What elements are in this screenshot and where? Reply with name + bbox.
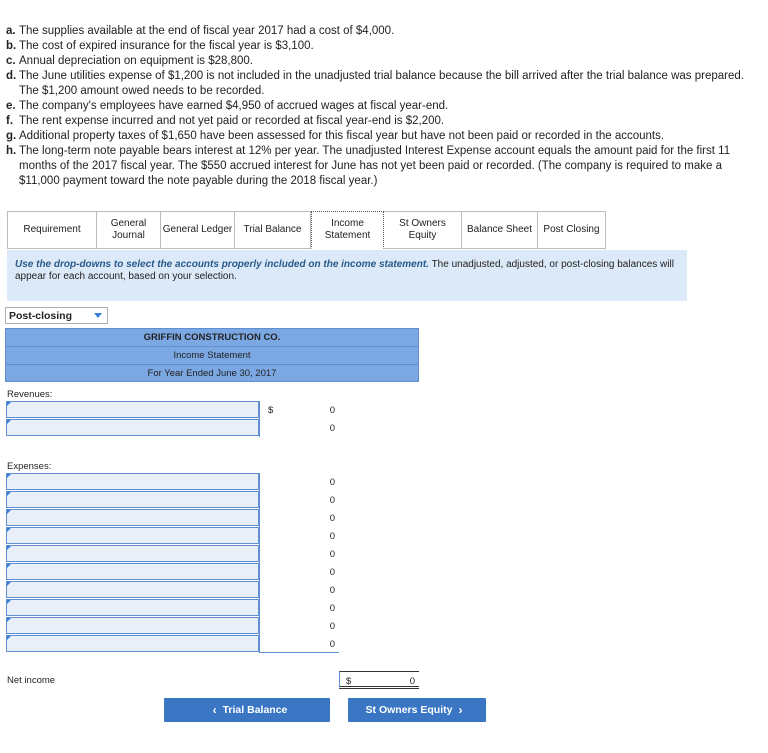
amount-cell [259, 401, 339, 419]
account-select[interactable] [6, 509, 259, 526]
tab-requirement[interactable]: Requirement [7, 211, 97, 249]
amount-value: 0 [329, 585, 335, 596]
tab-post-closing[interactable]: Post Closing [538, 211, 606, 249]
amount-value: 0 [329, 513, 335, 524]
account-select[interactable] [6, 401, 259, 418]
problem-item [6, 54, 762, 69]
account-select[interactable] [6, 563, 259, 580]
amount-value: 0 [329, 621, 335, 632]
currency-symbol: $ [268, 405, 274, 416]
tab-income-statement[interactable]: Income Statement [311, 211, 384, 249]
item-letter: d. [6, 70, 17, 82]
account-row [5, 635, 419, 653]
statement-title: Income Statement [5, 346, 419, 364]
amount-cell [259, 473, 339, 491]
item-text: The cost of expired insurance for the fiscal year is $3,100. [19, 40, 314, 52]
account-row [5, 473, 419, 491]
balance-type-value: Post-closing [9, 309, 73, 322]
next-tab-label: St Owners Equity [365, 704, 453, 716]
account-select[interactable] [6, 473, 259, 490]
revenues-label: Revenues: [7, 389, 53, 400]
item-letter: g. [6, 130, 17, 142]
account-row [5, 581, 419, 599]
expenses-label: Expenses: [7, 461, 52, 472]
amount-value: 0 [329, 567, 335, 578]
account-select[interactable] [6, 581, 259, 598]
problem-item [6, 99, 762, 114]
account-row [5, 401, 419, 419]
prev-tab-button[interactable] [164, 698, 330, 722]
net-income-row [5, 671, 419, 689]
tab-balance-sheet[interactable]: Balance Sheet [462, 211, 538, 249]
account-select[interactable] [6, 545, 259, 562]
item-text: The supplies available at the end of fiscal year 2017 had a cost of $4,000. [19, 25, 395, 37]
tab-bar [7, 211, 606, 249]
account-row [5, 563, 419, 581]
account-select[interactable] [6, 617, 259, 634]
caret-down-icon [94, 313, 102, 318]
item-letter: h. [6, 145, 17, 157]
amount-cell [259, 509, 339, 527]
account-select[interactable] [6, 491, 259, 508]
instruction-box [7, 250, 687, 301]
item-text: The June utilities expense of $1,200 is not included in the unadjusted trial balance because the bill arrived after the trial balance was prepared. The $1,200 amount owed needs to be recorded. [19, 70, 744, 97]
prev-tab-label: Trial Balance [222, 704, 288, 716]
account-row [5, 491, 419, 509]
account-select[interactable] [6, 527, 259, 544]
item-letter: b. [6, 40, 17, 52]
income-statement [5, 328, 419, 687]
net-income-value: 0 [409, 676, 415, 687]
statement-period: For Year Ended June 30, 2017 [5, 364, 419, 382]
amount-value: 0 [329, 639, 335, 650]
account-row [5, 545, 419, 563]
amount-cell [259, 545, 339, 563]
amount-cell [259, 491, 339, 509]
problem-item [6, 39, 762, 54]
problem-item [6, 24, 762, 39]
amount-value: 0 [329, 477, 335, 488]
item-text: Additional property taxes of $1,650 have been assessed for this fiscal year but have not been paid or recorded in the accounts. [19, 130, 665, 142]
amount-value: 0 [329, 423, 335, 434]
account-row [5, 419, 419, 437]
amount-cell [259, 419, 339, 437]
item-letter: f. [6, 115, 14, 127]
account-select[interactable] [6, 599, 259, 616]
problem-item [6, 69, 762, 99]
instruction-emphasis: Use the drop-downs to select the accounts properly included on the income statement. [15, 259, 429, 270]
currency-symbol: $ [346, 676, 352, 687]
amount-cell [259, 527, 339, 545]
amount-cell [259, 617, 339, 635]
tab-general-ledger[interactable]: General Ledger [161, 211, 235, 249]
balance-type-dropdown[interactable] [5, 307, 108, 324]
account-row [5, 617, 419, 635]
amount-cell [259, 635, 339, 653]
chevron-right-icon: › [458, 703, 463, 717]
amount-cell [259, 563, 339, 581]
amount-value: 0 [329, 405, 335, 416]
next-tab-button[interactable] [348, 698, 486, 722]
net-income-label: Net income [7, 675, 56, 686]
account-row [5, 527, 419, 545]
problem-items [6, 24, 762, 189]
tab-trial-balance[interactable]: Trial Balance [235, 211, 311, 249]
amount-cell [259, 599, 339, 617]
account-select[interactable] [6, 635, 259, 652]
instruction-text: The unadjusted, adjusted, or post-closing balances will appear for each account, based on your selection. [15, 259, 674, 282]
company-name: GRIFFIN CONSTRUCTION CO. [5, 328, 419, 346]
amount-value: 0 [329, 495, 335, 506]
net-income-cell [339, 671, 419, 689]
tab-general-journal[interactable]: General Journal [97, 211, 161, 249]
amount-value: 0 [329, 603, 335, 614]
problem-item [6, 114, 762, 129]
tab-st-owners-equity[interactable]: St Owners Equity [384, 211, 462, 249]
item-letter: a. [6, 25, 16, 37]
item-text: Annual depreciation on equipment is $28,800. [19, 55, 254, 67]
amount-value: 0 [329, 549, 335, 560]
chevron-left-icon: ‹ [212, 703, 217, 717]
item-text: The rent expense incurred and not yet paid or recorded at fiscal year-end is $2,200. [19, 115, 445, 127]
problem-item [6, 129, 762, 144]
problem-item [6, 144, 762, 189]
amount-cell [259, 581, 339, 599]
item-letter: c. [6, 55, 16, 67]
amount-value: 0 [329, 531, 335, 542]
account-row [5, 599, 419, 617]
account-row [5, 509, 419, 527]
item-text: The company's employees have earned $4,950 of accrued wages at fiscal year-end. [19, 100, 449, 112]
account-select[interactable] [6, 419, 259, 436]
item-text: The long-term note payable bears interest at 12% per year. The unadjusted Interest Expense account equals the amount paid for the first 11 months of the 2017 fiscal year. The $550 accrued interest for June has not yet been paid or recorded. (The company is required to make a $11,000 payment toward the note payable during the 2018 fiscal year.) [19, 145, 731, 187]
item-letter: e. [6, 100, 16, 112]
